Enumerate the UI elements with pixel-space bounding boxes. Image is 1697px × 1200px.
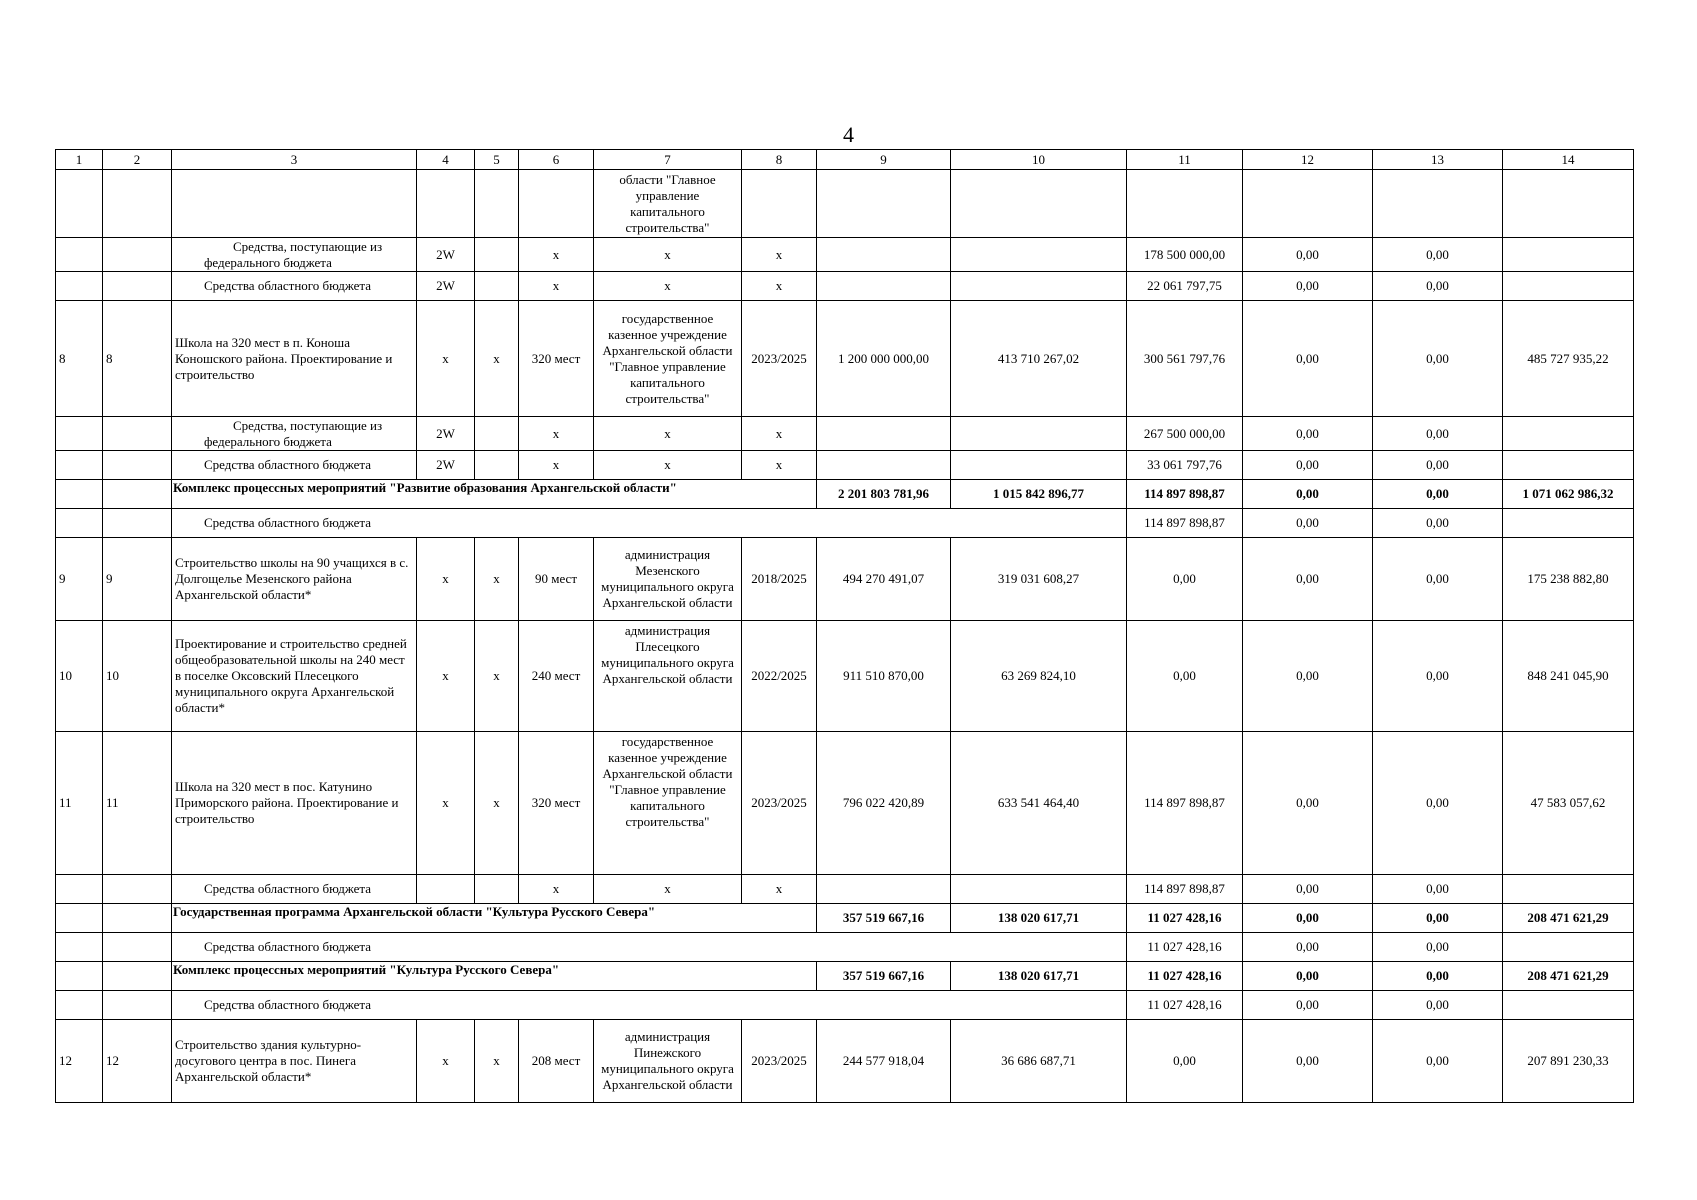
funding-source-label: Средства областного бюджета xyxy=(172,272,417,301)
table-row-funding-source: Средства, поступающие из федерального бюджета 2W x x x 267 500 000,00 0,00 0,00 xyxy=(56,417,1634,451)
section-title: Государственная программа Архангельской области "Культура Русского Севера" xyxy=(172,904,817,933)
table-row-funding-source: Средства областного бюджета 114 897 898,87 0,00 0,00 xyxy=(56,509,1634,538)
capacity: 208 мест xyxy=(519,1020,594,1103)
column-header: 14 xyxy=(1503,150,1634,170)
responsible-org: государственное казенное учреждение Архангельской области "Главное управление капитального строительства" xyxy=(594,732,742,875)
table-row-project: 12 12 Строительство здания культурно-досугового центра в пос. Пинега Архангельской области* x x 208 мест администрация Пинежского муниципального округа Архангельской области 2023/2025 244 577 918,04 36 686 687,71 0,00 0,00 0,00 207 891 230,33 xyxy=(56,1020,1634,1103)
funding-source-label: Средства, поступающие из федерального бюджета xyxy=(172,238,417,272)
funding-source-label: Средства областного бюджета xyxy=(172,933,1127,962)
capacity: 90 мест xyxy=(519,538,594,621)
funding-source-label: Средства областного бюджета xyxy=(172,991,1127,1020)
budget-table xyxy=(55,149,1634,1103)
table-row-funding-source: Средства областного бюджета 2W x x x 33 061 797,76 0,00 0,00 xyxy=(56,451,1634,480)
column-number-row xyxy=(56,150,1634,170)
table-row-section: Комплекс процессных мероприятий "Культура Русского Севера" 357 519 667,16 138 020 617,71 11 027 428,16 0,00 0,00 208 471 621,29 xyxy=(56,962,1634,991)
row-number: 12 xyxy=(56,1020,103,1103)
capacity: 240 мест xyxy=(519,621,594,732)
page-number: 4 xyxy=(843,122,854,147)
row-number: 8 xyxy=(103,301,172,417)
column-header: 8 xyxy=(742,150,817,170)
section-title: Комплекс процессных мероприятий "Культура Русского Севера" xyxy=(172,962,817,991)
project-name: Проектирование и строительство средней общеобразовательной школы на 240 мест в поселке Оксовский Плесецкого муниципального округа Архангельской области* xyxy=(172,621,417,732)
funding-source-label: Средства областного бюджета xyxy=(172,875,417,904)
table-row-section: Комплекс процессных мероприятий "Развитие образования Архангельской области" 2 201 803 781,96 1 015 842 896,77 114 897 898,87 0,00 0,00 1 071 062 986,32 xyxy=(56,480,1634,509)
table-row-funding-source: Средства областного бюджета 11 027 428,16 0,00 0,00 xyxy=(56,991,1634,1020)
column-header: 5 xyxy=(475,150,519,170)
responsible-org: государственное казенное учреждение Архангельской области "Главное управление капитального строительства" xyxy=(594,301,742,417)
project-name: Строительство здания культурно-досугового центра в пос. Пинега Архангельской области* xyxy=(172,1020,417,1103)
row-number: 12 xyxy=(103,1020,172,1103)
column-header: 4 xyxy=(417,150,475,170)
capacity: 320 мест xyxy=(519,301,594,417)
column-header: 1 xyxy=(56,150,103,170)
project-name: Школа на 320 мест в пос. Катунино Приморского района. Проектирование и строительство xyxy=(172,732,417,875)
table-row-funding-source: Средства областного бюджета x x x 114 897 898,87 0,00 0,00 xyxy=(56,875,1634,904)
section-title: Комплекс процессных мероприятий "Развитие образования Архангельской области" xyxy=(172,480,817,509)
row-number: 11 xyxy=(103,732,172,875)
funding-source-label: Средства областного бюджета xyxy=(172,451,417,480)
row-number: 9 xyxy=(103,538,172,621)
years: 2023/2025 xyxy=(742,732,817,875)
column-header: 7 xyxy=(594,150,742,170)
responsible-org: области "Главное управление капитального строительства" xyxy=(594,170,742,238)
years: 2018/2025 xyxy=(742,538,817,621)
responsible-org: администрация Пинежского муниципального округа Архангельской области xyxy=(594,1020,742,1103)
capacity: 320 мест xyxy=(519,732,594,875)
row-number: 8 xyxy=(56,301,103,417)
column-header: 6 xyxy=(519,150,594,170)
row-number: 10 xyxy=(56,621,103,732)
table-row-section: Государственная программа Архангельской области "Культура Русского Севера" 357 519 667,16 138 020 617,71 11 027 428,16 0,00 0,00 208 471 621,29 xyxy=(56,904,1634,933)
years: 2023/2025 xyxy=(742,301,817,417)
column-header: 11 xyxy=(1127,150,1243,170)
column-header: 12 xyxy=(1243,150,1373,170)
table-row-funding-source: Средства, поступающие из федерального бюджета 2W x x x 178 500 000,00 0,00 0,00 xyxy=(56,238,1634,272)
years: 2022/2025 xyxy=(742,621,817,732)
years: 2023/2025 xyxy=(742,1020,817,1103)
project-name: Школа на 320 мест в п. Коноша Коношского района. Проектирование и строительство xyxy=(172,301,417,417)
responsible-org: администрация Плесецкого муниципального округа Архангельской области xyxy=(594,621,742,732)
table-row-project: 11 11 Школа на 320 мест в пос. Катунино Приморского района. Проектирование и строительство x x 320 мест государственное казенное учреждение Архангельской области "Главное управление капитального строительства" 2023/2025 796 022 420,89 633 541 464,40 114 897 898,87 0,00 0,00 47 583 057,62 xyxy=(56,732,1634,875)
column-header: 2 xyxy=(103,150,172,170)
column-header: 3 xyxy=(172,150,417,170)
funding-source-label: Средства областного бюджета xyxy=(172,509,1127,538)
table-row-project: 8 8 Школа на 320 мест в п. Коноша Коношского района. Проектирование и строительство x x 320 мест государственное казенное учреждение Архангельской области "Главное управление капитального строительства" 2023/2025 1 200 000 000,00 413 710 267,02 300 561 797,76 0,00 0,00 485 727 935,22 xyxy=(56,301,1634,417)
table-row-funding-source: Средства областного бюджета 11 027 428,16 0,00 0,00 xyxy=(56,933,1634,962)
project-name: Строительство школы на 90 учащихся в с. Долгощелье Мезенского района Архангельской области* xyxy=(172,538,417,621)
table-row-funding-source: Средства областного бюджета 2W x x x 22 061 797,75 0,00 0,00 xyxy=(56,272,1634,301)
table-row-project: 9 9 Строительство школы на 90 учащихся в с. Долгощелье Мезенского района Архангельской области* x x 90 мест администрация Мезенского муниципального округа Архангельской области 2018/2025 494 270 491,07 319 031 608,27 0,00 0,00 0,00 175 238 882,80 xyxy=(56,538,1634,621)
column-header: 9 xyxy=(817,150,951,170)
table-row-continuation xyxy=(56,170,1634,238)
row-number: 11 xyxy=(56,732,103,875)
table-row-project: 10 10 Проектирование и строительство средней общеобразовательной школы на 240 мест в поселке Оксовский Плесецкого муниципального округа Архангельской области* x x 240 мест администрация Плесецкого муниципального округа Архангельской области 2022/2025 911 510 870,00 63 269 824,10 0,00 0,00 0,00 848 241 045,90 xyxy=(56,621,1634,732)
column-header: 13 xyxy=(1373,150,1503,170)
funding-source-label: Средства, поступающие из федерального бюджета xyxy=(172,417,417,451)
responsible-org: администрация Мезенского муниципального округа Архангельской области xyxy=(594,538,742,621)
row-number: 10 xyxy=(103,621,172,732)
row-number: 9 xyxy=(56,538,103,621)
column-header: 10 xyxy=(951,150,1127,170)
